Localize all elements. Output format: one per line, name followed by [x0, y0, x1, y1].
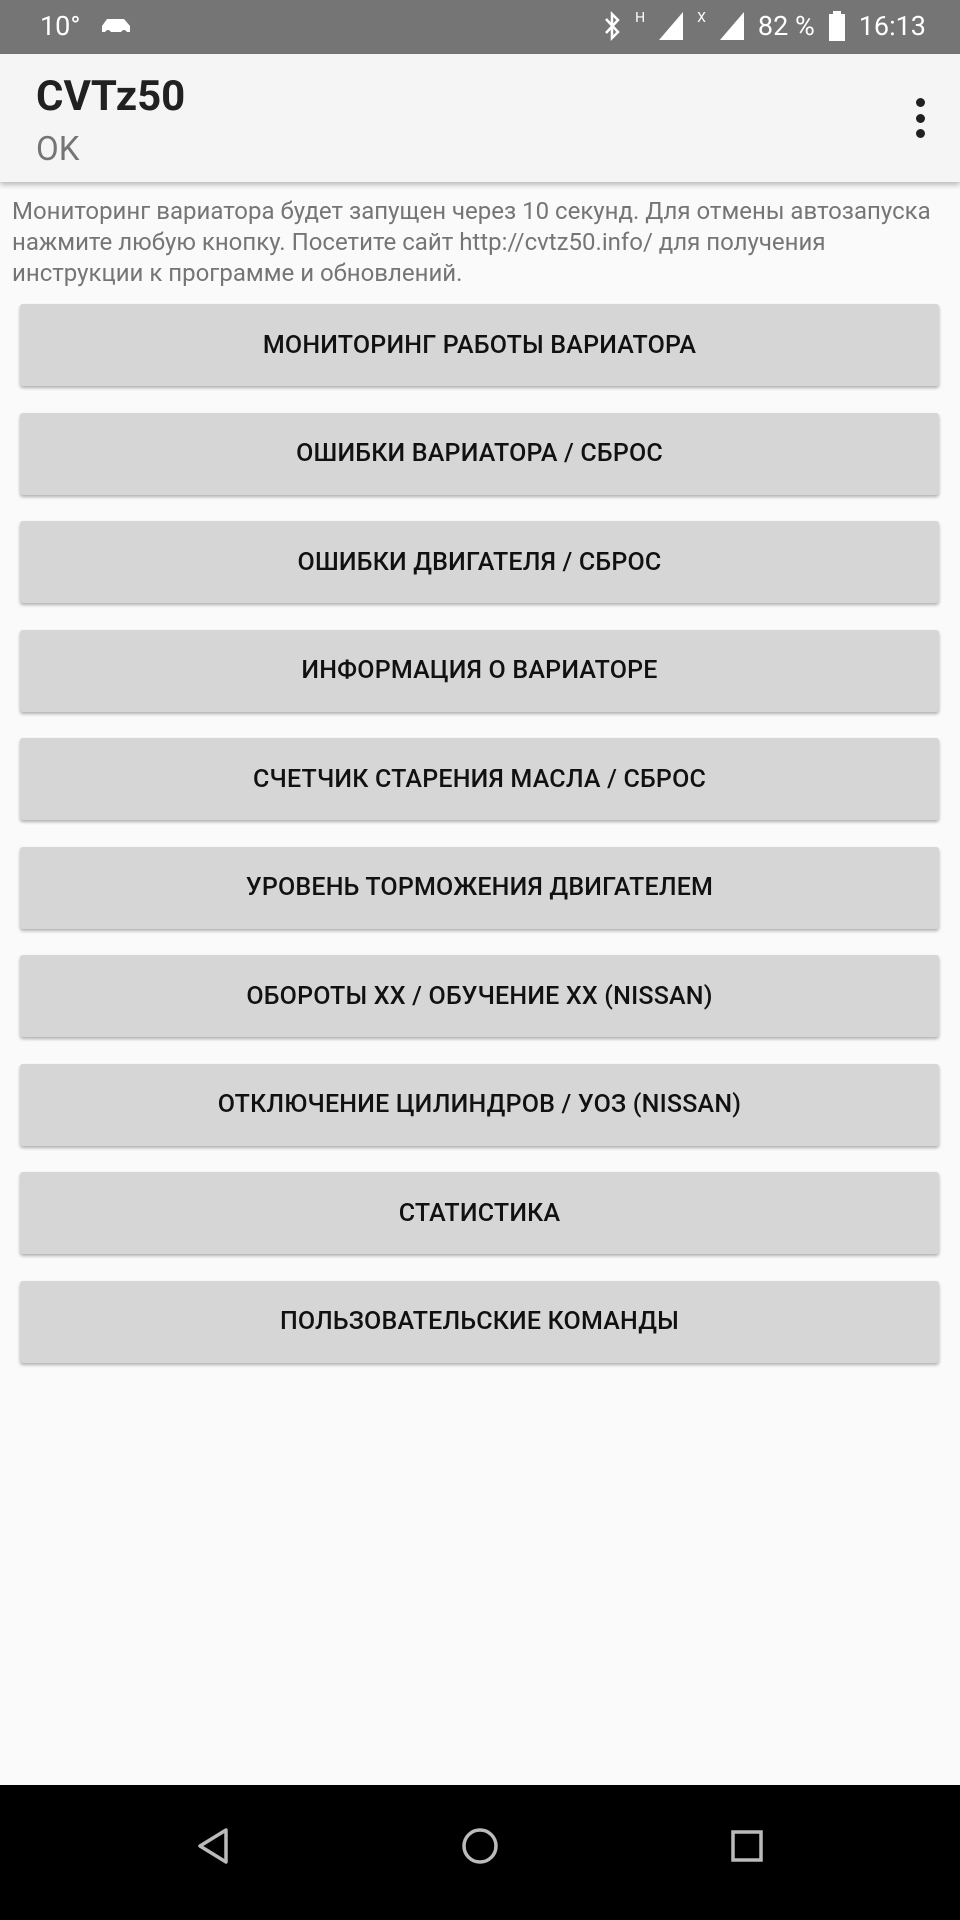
home-icon[interactable] [461, 1827, 499, 1869]
app-bar [0, 54, 960, 182]
network-type-2: X [697, 10, 706, 26]
signal-icon [659, 12, 683, 40]
engine-braking-button[interactable]: УРОВЕНЬ ТОРМОЖЕНИЯ ДВИГАТЕЛЕМ [20, 847, 939, 929]
status-bar [0, 0, 960, 54]
custom-commands-button[interactable]: ПОЛЬЗОВАТЕЛЬСКИЕ КОМАНДЫ [20, 1281, 939, 1363]
statistics-button[interactable]: СТАТИСТИКА [20, 1172, 939, 1254]
monitoring-button[interactable]: МОНИТОРИНГ РАБОТЫ ВАРИАТОРА [20, 304, 939, 386]
navigation-bar [0, 1785, 960, 1920]
idle-rpm-button[interactable]: ОБОРОТЫ ХХ / ОБУЧЕНИЕ ХХ (NISSAN) [20, 955, 939, 1037]
oil-counter-button[interactable]: СЧЕТЧИК СТАРЕНИЯ МАСЛА / СБРОС [20, 738, 939, 820]
network-type-1: H [635, 10, 646, 26]
cvt-info-button[interactable]: ИНФОРМАЦИЯ О ВАРИАТОРЕ [20, 630, 939, 712]
info-text: Мониторинг вариатора будет запущен через 10 секунд. Для отмены автозапуска нажмите любую кнопку. Посетите сайт http://cvtz50.info/ для получения инструкции к программе и обновлений. [12, 197, 931, 287]
battery-icon [829, 11, 845, 41]
engine-errors-button[interactable]: ОШИБКИ ДВИГАТЕЛЯ / СБРОС [20, 521, 939, 603]
app-title: CVTz50 [36, 72, 186, 121]
recents-icon[interactable] [731, 1830, 763, 1866]
temperature: 10° [40, 10, 81, 42]
bluetooth-icon [603, 11, 621, 41]
overflow-menu-icon[interactable] [900, 92, 940, 144]
connection-status: OK [36, 130, 80, 169]
signal-icon-2 [720, 12, 744, 40]
car-icon [98, 16, 134, 36]
cvt-errors-button[interactable]: ОШИБКИ ВАРИАТОРА / СБРОС [20, 413, 939, 495]
back-icon[interactable] [196, 1827, 230, 1869]
cylinders-button[interactable]: ОТКЛЮЧЕНИЕ ЦИЛИНДРОВ / УОЗ (NISSAN) [20, 1064, 939, 1146]
battery-percent: 82 % [757, 10, 815, 42]
clock: 16:13 [858, 10, 926, 42]
